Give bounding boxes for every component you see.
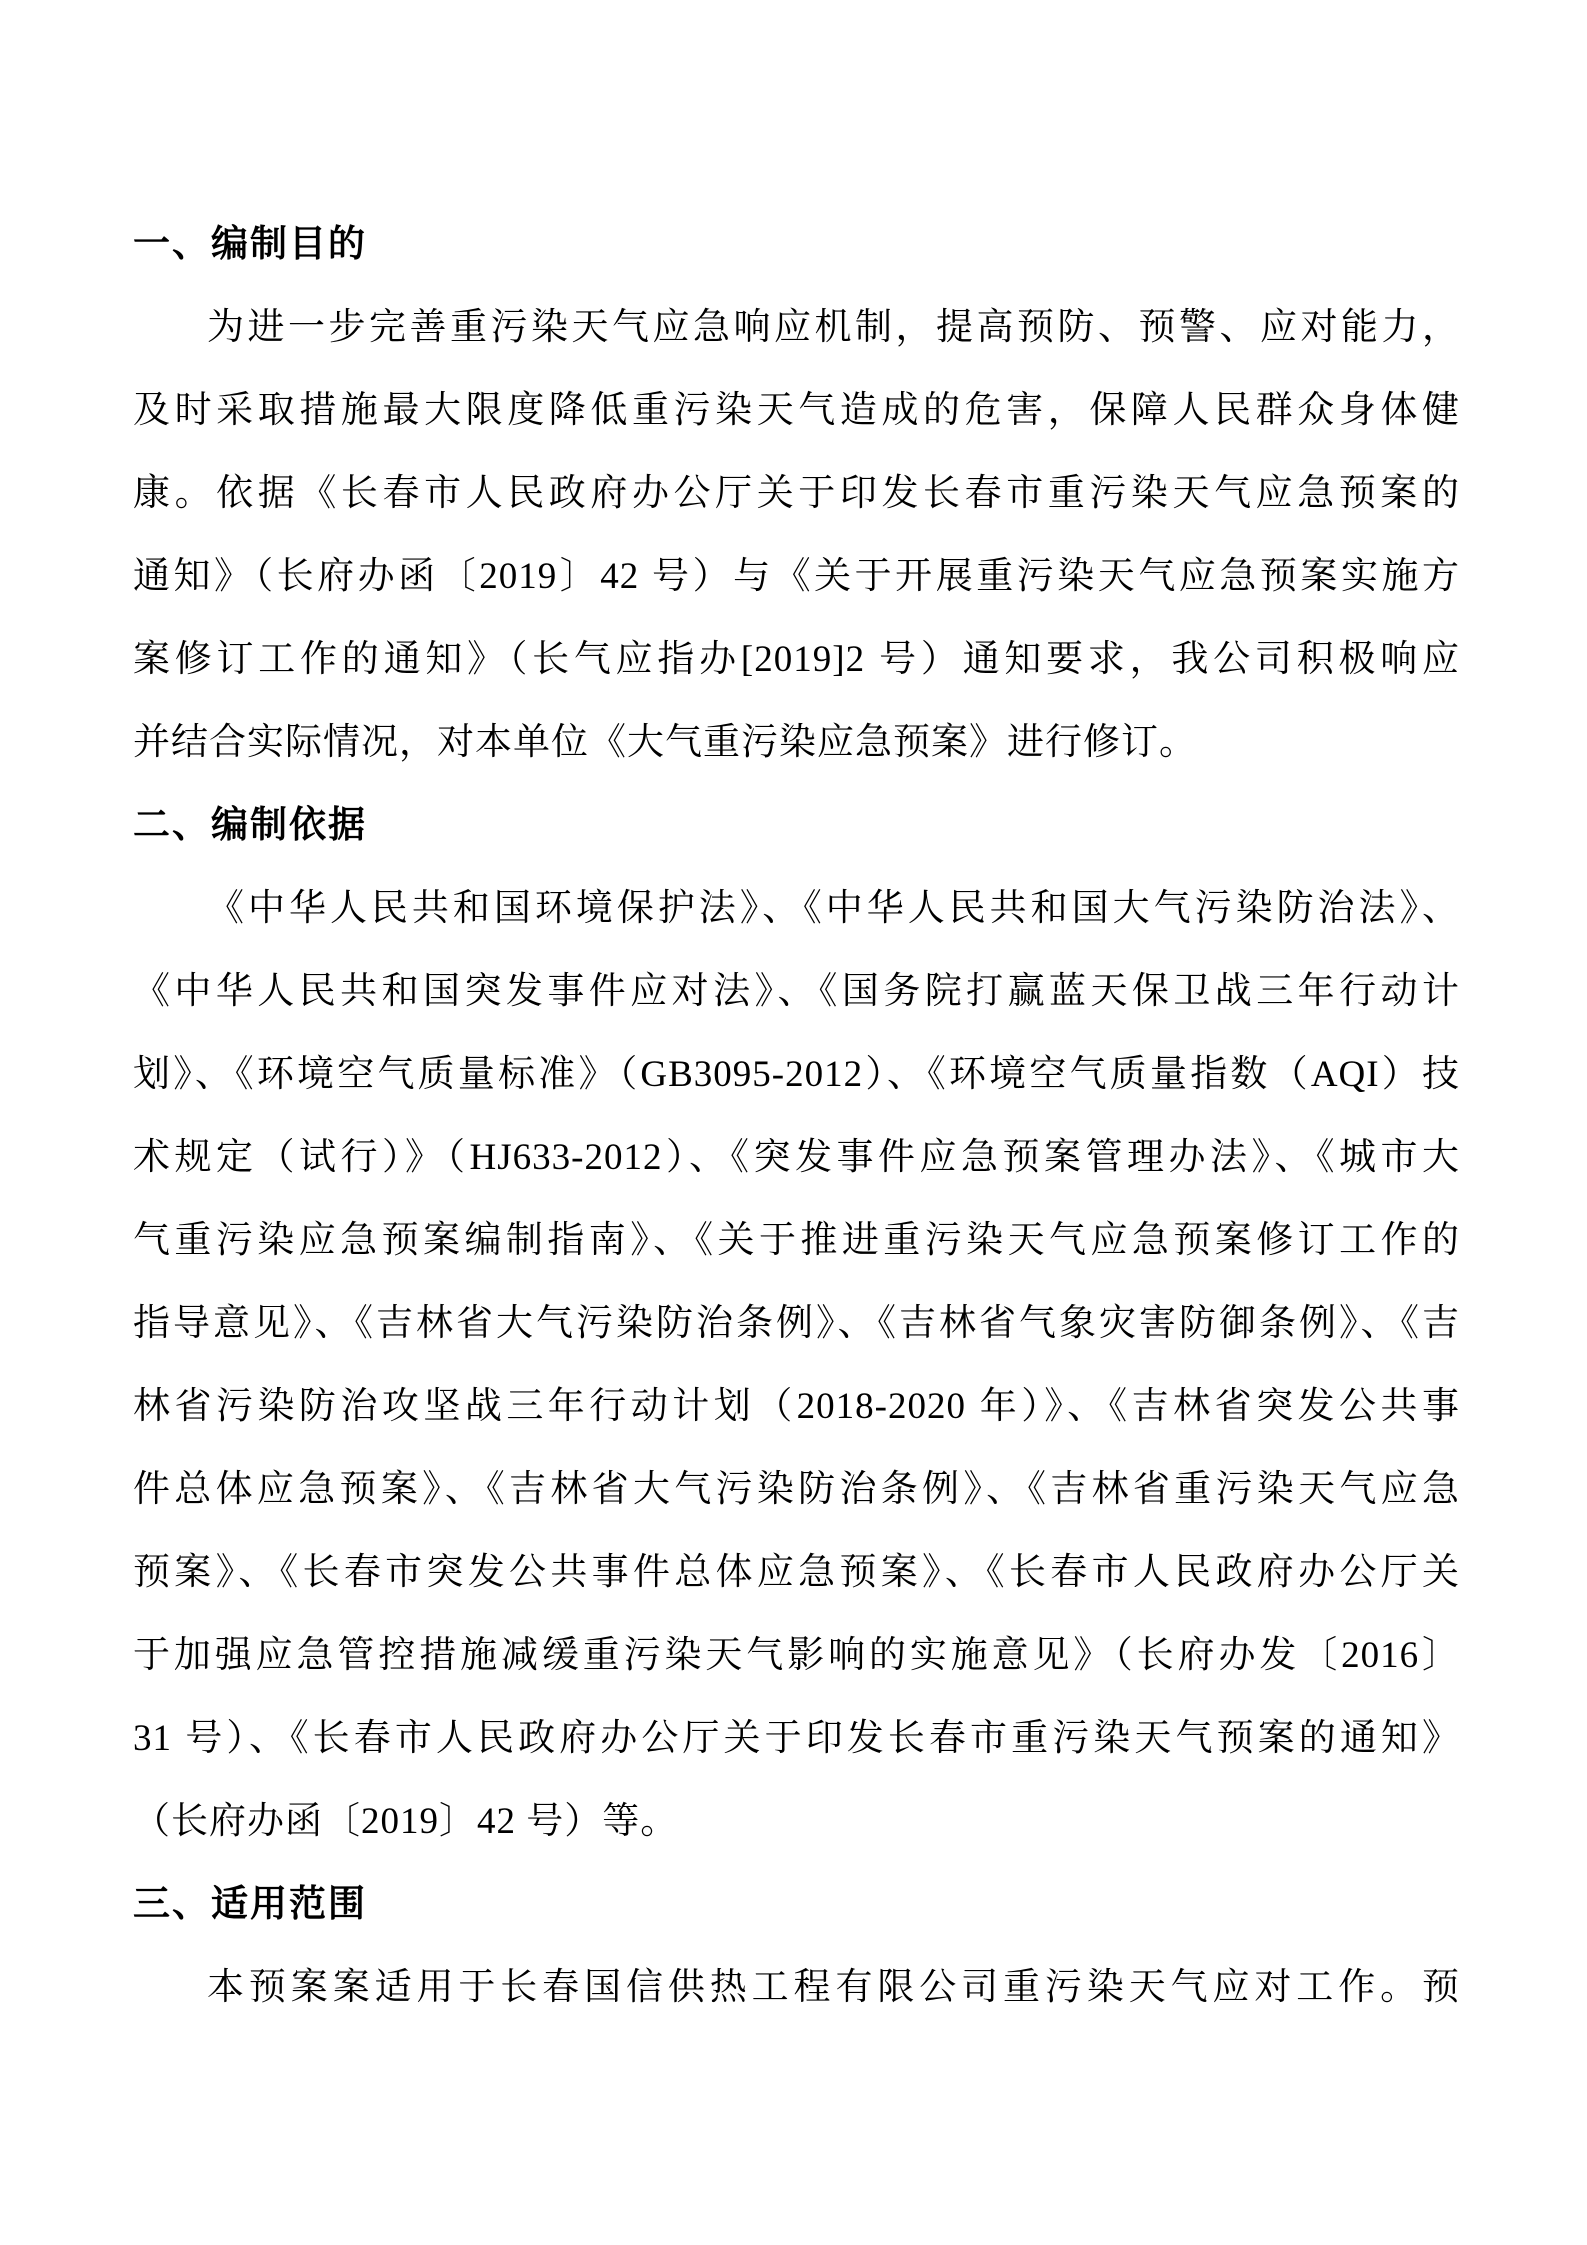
text-line: 林省污染防治攻坚战三年行动计划（2018-2020 年）》、《吉林省突发公共事: [133, 1386, 1460, 1427]
text-line: 件总体应急预案》、《吉林省大气污染防治条例》、《吉林省重污染天气应急: [133, 1469, 1460, 1510]
text-line: 《中华人民共和国环境保护法》、《中华人民共和国大气污染防治法》、: [207, 888, 1460, 929]
text-line: 本预案案适用于长春国信供热工程有限公司重污染天气应对工作。预: [207, 1967, 1460, 2008]
text-line: 划》、《环境空气质量标准》（GB3095-2012）、《环境空气质量指数（AQI）技: [133, 1054, 1460, 1095]
text-line: 及时采取措施最大限度降低重污染天气造成的危害，保障人民群众身体健: [133, 390, 1460, 431]
text-line: 《中华人民共和国突发事件应对法》、《国务院打赢蓝天保卫战三年行动计: [133, 971, 1460, 1012]
section-compilation-basis: [133, 784, 1460, 1863]
text-line: 指导意见》、《吉林省大气污染防治条例》、《吉林省气象灾害防御条例》、《吉: [133, 1303, 1460, 1344]
text-line: 康。依据《长春市人民政府办公厅关于印发长春市重污染天气应急预案的: [133, 473, 1460, 514]
text-line: 预案》、《长春市突发公共事件总体应急预案》、《长春市人民政府办公厅关: [133, 1552, 1460, 1593]
text-line: 并结合实际情况，对本单位《大气重污染应急预案》进行修订。: [133, 722, 1197, 763]
text-line: 为进一步完善重污染天气应急响应机制，提高预防、预警、应对能力，: [207, 307, 1460, 348]
text-line: （长府办函〔2019〕42 号）等。: [133, 1801, 679, 1842]
section-compilation-purpose: [133, 203, 1460, 784]
text-line: 术规定（试行）》（HJ633-2012）、《突发事件应急预案管理办法》、《城市大: [133, 1137, 1460, 1178]
section-heading-scope-of-application: 三、适用范围: [133, 1884, 367, 1925]
text-line: 案修订工作的通知》（长气应指办[2019]2 号）通知要求，我公司积极响应: [133, 639, 1460, 680]
section-scope-of-application: [133, 1863, 1460, 2029]
section-heading-compilation-purpose: 一、编制目的: [133, 224, 367, 265]
text-line: 31 号）、《长春市人民政府办公厅关于印发长春市重污染天气预案的通知》: [133, 1718, 1460, 1759]
text-line: 通知》（长府办函〔2019〕42 号）与《关于开展重污染天气应急预案实施方: [133, 556, 1460, 597]
text-line: 于加强应急管控措施减缓重污染天气影响的实施意见》（长府办发〔2016〕: [133, 1635, 1460, 1676]
section-heading-compilation-basis: 二、编制依据: [133, 805, 367, 846]
text-line: 气重污染应急预案编制指南》、《关于推进重污染天气应急预案修订工作的: [133, 1220, 1460, 1261]
